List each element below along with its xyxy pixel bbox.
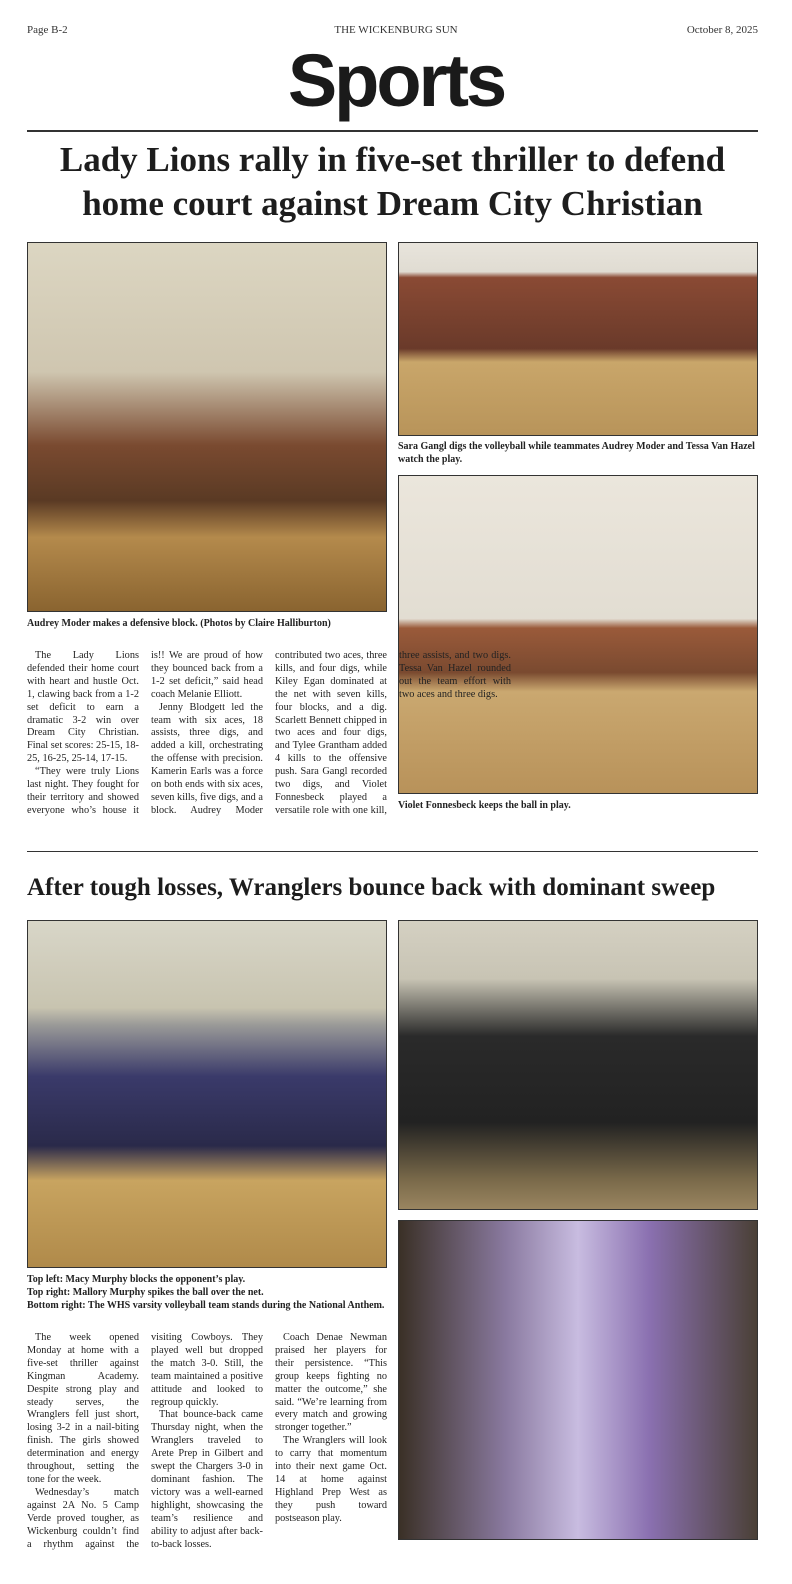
paper-name: THE WICKENBURG SUN — [334, 24, 458, 36]
photo-caption: Audrey Moder makes a defensive block. (Photos by Claire Halliburton) — [27, 618, 331, 629]
photo-caption: Violet Fonnesbeck keeps the ball in play. — [398, 800, 571, 811]
paragraph: That bounce-back came Thursday night, when the Wranglers traveled to Arete Prep in Gilbert and swept the Chargers 3-0 in dominant fashion. The victory was a well-earned highlight, showcasing the team’s resilience and ability to adjust after back-to-back losses. — [151, 1409, 263, 1550]
divider — [27, 130, 758, 132]
photo-violet-fonnesbeck — [398, 475, 758, 794]
photo-audrey-moder-block — [27, 242, 387, 612]
paragraph: Coach Denae Newman praised her players for their persistence. “This group keeps fighting no matter the outcome,” she said. “We’re learning from every match and growing stronger together.” — [275, 1332, 387, 1434]
photo-sara-gangl-dig — [398, 242, 758, 436]
photo-caption: Top left: Macy Murphy blocks the opponent’s play. — [27, 1274, 246, 1285]
photo-caption: Top right: Mallory Murphy spikes the ball over the net. — [27, 1287, 264, 1298]
issue-date: October 8, 2025 — [686, 24, 758, 36]
photo-mallory-murphy-spike — [398, 920, 758, 1210]
paragraph: “They were truly Lions last night. They fought for their territory and showed everyone who’s house it is!! We are proud of how they bounced back from a 1-2 set deficit,” said head coach Melanie Elliott. — [27, 650, 263, 816]
divider — [27, 851, 758, 852]
story1-headline: Lady Lions rally in five-set thriller to defend home court against Dream City Christian — [59, 140, 726, 223]
photo-macy-murphy-block — [27, 920, 387, 1268]
section-title: Sports — [287, 39, 505, 122]
photo-caption: Bottom right: The WHS varsity volleyball team stands during the National Anthem. — [27, 1300, 385, 1311]
paragraph: The week opened Monday at home with a five-set thriller against Kingman Academy. Despite strong play and steady serves, the Wranglers fell just short, losing 3-2 in a nail-biting finish. The girls showed determination and energy throughout, setting the tone for the week. — [27, 1332, 139, 1485]
story2-body — [27, 1332, 387, 1564]
paragraph: The Wranglers will look to carry that momentum into their next game Oct. 14 at home against Highland Prep West as they push toward postseason play. — [275, 1435, 387, 1524]
photo-caption: Sara Gangl digs the volleyball while teammates Audrey Moder and Tessa Van Hazel watch the play. — [398, 441, 755, 465]
page-number: Page B-2 — [27, 24, 68, 36]
paragraph: Wednesday’s match against 2A No. 5 Camp Verde proved tougher, as Wickenburg couldn’t find a rhythm against the visiting Cowboys. They played well but dropped the match 3-0. Still, the team maintained a positive attitude and looked to regroup quickly. — [27, 1332, 263, 1550]
paragraph: The Lady Lions defended their home court with heart and hustle Oct. 1, clawing back from a 1-2 set deficit to earn a dramatic 3-2 win over Dream City Christian. Final set scores: 25-15, 18-25, 16-25, 25-14, 17-15. — [27, 650, 139, 765]
story2-headline: After tough losses, Wranglers bounce back with dominant sweep — [27, 874, 716, 901]
paragraph: Jenny Blodgett led the team with six aces, 18 assists, three digs, and added a kill, orchestrating the offense with precision. Kamerin Earls was a force on both ends with six aces, seven kills, five digs, and a block. Audrey Moder contributed two aces, three kills, and four digs, while Kiley Egan dominated at the net with seven kills, four blocks, and a dig. Scarlett Bennett chipped in two aces and four digs, and Tylee Grantham added 4 kills to the offensive push. Sara Gangl recorded two digs, and Violet Fonnesbeck played a versatile role with one kill, three assists, and two digs. Tessa Van Hazel rounded out the team effort with two aces and three digs. — [151, 650, 511, 816]
photo-captions — [27, 1273, 387, 1312]
photo-team-national-anthem — [398, 1220, 758, 1540]
